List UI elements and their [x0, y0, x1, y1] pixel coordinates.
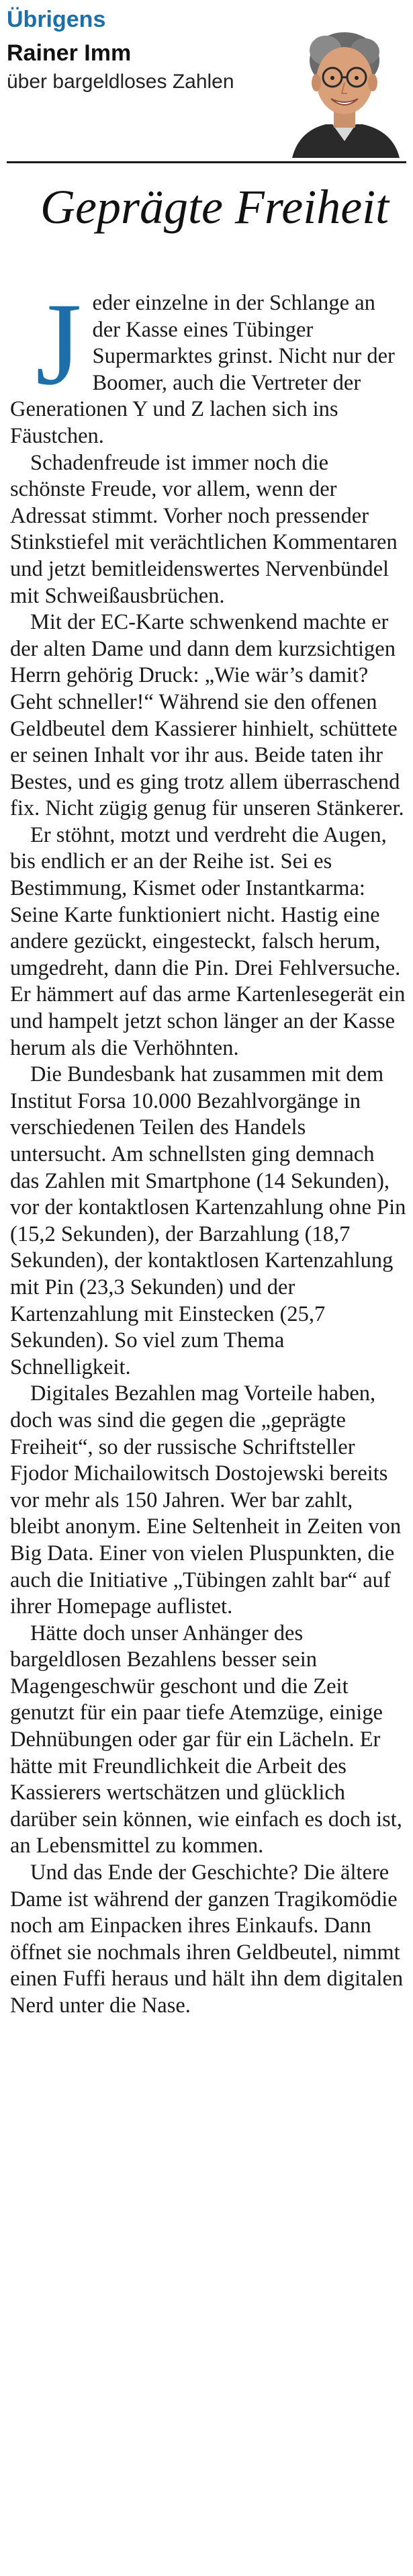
- article-body: [10, 279, 406, 2020]
- article-paragraph: Hätte doch unser Anhänger des bargeldlosen Bezahlens besser sein Magengeschwür geschont und die Zeit genutzt für ein paar tiefe Atemzüge, einige Dehnübungen oder gar für ein Lächeln. Er hätte mit Freundlichkeit die Arbeit des Kassierers wertschätzen und glücklich darüber sein können, wie einfach es doch ist, an Lebensmittel zu kommen.: [10, 1621, 402, 1858]
- column-header: [0, 0, 413, 161]
- author-portrait: [285, 24, 403, 158]
- author-name: Rainer Imm: [7, 40, 132, 66]
- article-paragraph: eder einzelne in der Schlange an der Kasse eines Tübinger Supermarktes grinst. Nicht nur der Boomer, auch die Vertreter der Generationen Y und Z lachen sich ins Fäustchen.: [10, 291, 395, 448]
- rubric-label: Übrigens: [7, 7, 106, 32]
- article-paragraph: Die Bundesbank hat zusammen mit dem Institut Forsa 10.000 Bezahlvorgänge in verschiedenen Teilen des Handels untersucht. Am schnellsten ging demnach das Zahlen mit Smartphone (14 Sekunden), vor der kontaktlosen Kartenzahlung ohne Pin (15,2 Sekunden), der Barzahlung (18,7 Sekunden), der kontaktlosen Kartenzahlung mit Pin (23,3 Sekunden) und der Kartenzahlung mit Einstecken (25,7 Sekunden). So viel zum Thema Schnelligkeit.: [10, 1062, 406, 1379]
- author-topic: über bargeldloses Zahlen: [7, 71, 234, 93]
- article-paragraph: Schadenfreude ist immer noch die schönste Freude, vor allem, wenn der Adressat stimmt. Vorher noch pressender Stinkstiefel mit verächtlichen Kommentaren und jetzt bemitleidenswertes Nervenbündel mit Schweißausbrüchen.: [10, 450, 398, 608]
- drop-cap: J: [36, 279, 82, 410]
- article-paragraph: Digitales Bezahlen mag Vorteile haben, doch was sind die gegen die „geprägte Freiheit“, so der russische Schriftsteller Fjodor Michailowitsch Dostojewski bereits vor mehr als 150 Jahren. Wer bar zahlt, bleibt anonym. Eine Seltenheit in Zeiten von Big Data. Einer von vielen Pluspunkten, die auch die Initiative „Tübingen zahlt bar“ auf ihrer Homepage auflistet.: [10, 1381, 402, 1619]
- header-divider: [7, 161, 406, 163]
- article-headline: Geprägte Freiheit: [40, 180, 389, 234]
- article-paragraph: Und das Ende der Geschichte? Die ältere Dame ist während der ganzen Tragikomödie noch am Einpacken ihres Einkaufs. Dann öffnet sie nochmals ihren Geldbeutel, nimmt einen Fuffi heraus und hält ihn dem digitalen Nerd unter die Nase.: [10, 1860, 404, 2018]
- article-paragraph: Mit der EC-Karte schwenkend machte er der alten Dame und dann dem kurzsichtigen Herrn gehörig Druck: „Wie wär’s damit? Geht schneller!“ Während sie den offenen Geldbeutel dem Kassierer hinhielt, schüttete er seinen Inhalt vor ihr aus. Beide taten ihr Bestes, und es ging trotz allem überraschend fix. Nicht zügig genug für unseren Stänkerer.: [10, 610, 404, 821]
- article-paragraph: Er stöhnt, motzt und verdreht die Augen, bis endlich er an der Reihe ist. Sei es Bestimmung, Kismet oder Instantkarma: Seine Karte funktioniert nicht. Hastig eine andere gezückt, eingesteckt, falsch herum, umgedreht, dann die Pin. Drei Fehlversuche. Er hämmert auf das arme Kartenlesegerät ein und hampelt jetzt schon länger an der Kasse herum als die Verhöhnten.: [10, 822, 406, 1060]
